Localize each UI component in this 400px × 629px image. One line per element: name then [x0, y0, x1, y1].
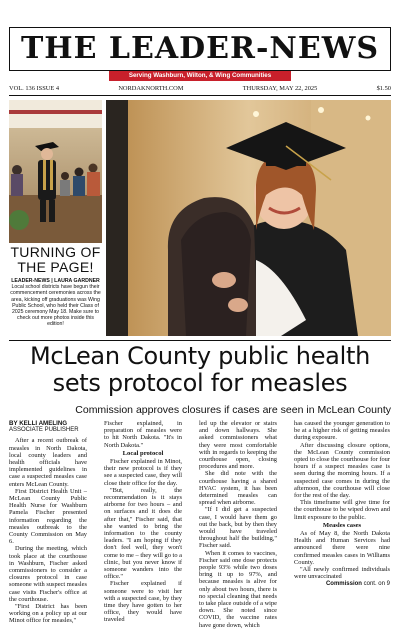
jump-label: Commission [325, 581, 362, 588]
tagline-band: Serving Washburn, Wilton, & Wing Communities [109, 71, 291, 81]
paragraph: has caused the younger generation to be at a higher risk of getting measles during exposure. [294, 420, 390, 442]
paragraph: When it comes to vaccines, Fischer said one dose protects people 93% while two doses bring it up to 97%, and because measles is alive for only about two hours, there is no special cleaning that needs to take place outside of a wipe down. She noted since COVID, the vaccine rates have gone down, which [199, 549, 277, 629]
article-subhead: Commission approves closures if cases are seen in McLean County [75, 404, 391, 416]
caption-text: Local school districts have begun their commencement ceremonies across the area, kicking off graduations was Wing Public School, who held their Class of 2025 ceremony May 18. Make sure to check out more photos inside this edition! [10, 284, 101, 328]
paragraph: "But, really, the recommendation is it stays airborne for two hours – and on surfaces and it does die after that," Fischer said, that she wanted to bring the information to the county leaders. "I am hoping if they don't feel well, they won't come to me – they will go to a clinic, but you never know if someone wanders into the office." [104, 486, 182, 581]
paragraph: During the meeting, which took place at the courthouse in Washburn, Fischer asked commissioners to consider a closures protocol in case someone with suspect measles case visits Fischer's office at the courthouse. [9, 545, 87, 603]
paragraph: "All newly confirmed individuals were unvaccinated [294, 566, 390, 581]
promo-caption [9, 278, 102, 328]
paragraph: led up the elevator or stairs and down hallways. She asked commissioners what they were most comfortable with in regards to keeping the courthouse open, closing procedures and more. [199, 420, 277, 471]
byline: BY KELLI AMELING [9, 420, 68, 427]
divider-rule [9, 95, 391, 96]
masthead-title: THE LEADER-NEWS [20, 31, 380, 66]
divider-rule [9, 340, 391, 341]
article-column-4 [294, 420, 390, 589]
issue-date: THURSDAY, MAY 22, 2025 [242, 84, 318, 92]
paragraph: After a recent outbreak of measles in North Dakota, local county leaders and health officials have implemented guidelines in case a suspected measles case enters McLean County. [9, 437, 87, 488]
paragraph: First District Health Unit – McLean County Public Health Nurse for Washburn Pamela Fischer presented information regarding the measles outbreak to the County Commission on May 6. [9, 487, 87, 546]
photo-credit: LEADER-NEWS | LAURA GARDNER [11, 278, 100, 284]
graduation-photo [9, 100, 102, 243]
promo-headline: TURNING OF THE PAGE! [10, 244, 101, 275]
article-headline: McLean County public health sets protocol for measles [30, 342, 370, 397]
paragraph: "First District has been working on a policy up at our Minot office for measles," [9, 603, 87, 625]
paragraph: After discussing closure options, the McLean County commission opted to close the courthouse for four hours if a suspect measles case is seen during the morning hours. If a suspected case comes in during the afternoon, the courthouse will close for the rest of the day. [294, 441, 390, 500]
masthead [9, 27, 391, 71]
paragraph: "If I did get a suspected case, I would have them go out the back, but by then they would have traveled throughout half the building," Fischer said. [199, 506, 277, 550]
issue-info-bar [9, 83, 391, 93]
paragraph: Fischer explained in Minot, their new protocol is if they see a suspected case, they will close their office for the day. [104, 458, 182, 487]
paragraph: She did note with the courthouse having a shared HVAC system, it has been determined measles can spread when airborne. [199, 470, 277, 507]
paragraph: Fischer explained if someone were to visit her with a suspected case, by they time they have gotten to her office, they would have traveled [104, 580, 182, 624]
website: NORDAKNORTH.COM [118, 84, 184, 92]
jump-line[interactable] [294, 581, 390, 588]
paragraph: This timeframe will give time for the courthouse to be wiped down and limit exposure to the public. [294, 499, 390, 521]
volume-issue: VOL. 136 ISSUE 4 [9, 84, 60, 92]
price: $1.50 [376, 84, 391, 92]
paragraph: Fischer explained, in preparation of measles were to hit North Dakota. "It's in North Dakota." [104, 420, 182, 449]
section-subhead: Measles cases [322, 521, 362, 529]
article-column-3 [199, 420, 277, 629]
jump-page: cont. on 9 [361, 581, 390, 588]
paragraph: As of May 8, the North Dakota Health and Human Services had announced there were nine confirmed measles cases in Williams County. [294, 530, 390, 566]
section-subhead: Local protocol [122, 449, 164, 457]
article-column-1 [9, 420, 87, 625]
article-column-2 [104, 420, 182, 624]
byline-role: ASSOCIATE PUBLISHER [9, 427, 79, 434]
main-photo [106, 100, 391, 336]
